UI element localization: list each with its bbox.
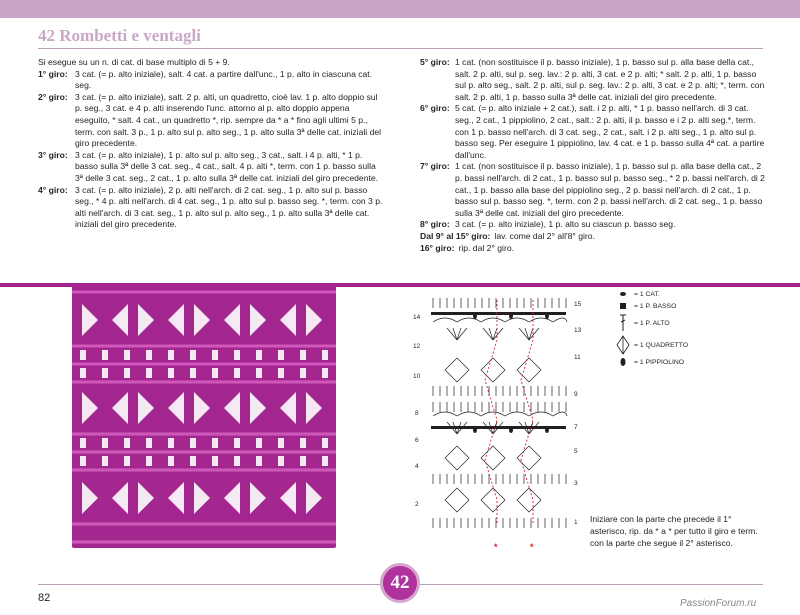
dc-row-15 [433, 298, 566, 308]
step-7 [420, 161, 765, 219]
row-number-left: 14 [413, 314, 421, 321]
row-number-right: 13 [574, 327, 582, 334]
step-label: 6° giro: [420, 103, 450, 114]
legend-label: = 1 P. ALTO [634, 319, 670, 327]
step-text: 5 cat. (= p. alto iniziale + 2 cat.), salt. i 2 p. alti, * 1 p. basso nell'arch. di 3 cat. seg., 2 cat., 1 pippiolino, 2 cat., salt.: 2 p. alti, il p. basso e i 2 p. alti seg.*, term. con 1 p. basso nell'arch. di 3 cat. seg., 2 cat., salt. i 2 p. alti seg., 1 p. alto sul p. basso seg. Per eseguire 1 pippiolino, lav. 4 cat. e 1 p. basso sulla 4ª cat. a partire dall'unc. [455, 103, 765, 160]
legend-label: = 1 CAT. [634, 290, 660, 298]
step-text: rip. dal 2° giro. [458, 242, 514, 253]
row-number-left: 4 [415, 463, 419, 470]
row-number-right: 1 [574, 519, 578, 526]
crochet-chart [413, 292, 593, 552]
row-number-right: 5 [574, 448, 578, 455]
step-6 [420, 103, 765, 161]
row-number-right: 15 [574, 301, 582, 308]
step-text: 3 cat. (= p. alto iniziale), 1 p. alto su ciascun p. basso seg. [455, 219, 676, 230]
watermark: PassionForum.ru [680, 598, 757, 609]
legend-item [612, 334, 782, 356]
legend-label: = 1 PIPPIOLINO [634, 358, 685, 366]
legend-label: = 1 P. BASSO [634, 302, 677, 310]
step-label: Dal 9° al 15° giro: [420, 230, 491, 241]
legend-item [612, 356, 782, 368]
step-text: 3 cat. (= p. alto iniziale), 1 p. alto sul p. alto seg., 3 cat., salt. i 4 p. alti, * 1 p. basso sulla 3ª delle 3 cat. seg., 4 cat., salt. 4 p. alti *, term. con 1 p. basso sulla 3ª delle 3 cat. seg., 2 cat., 1 p. alto sulla 3ª delle cat. iniziali del giro precedente. [75, 149, 379, 183]
step-label: 1° giro: [38, 68, 68, 79]
legend-item [612, 288, 782, 300]
step-label: 16° giro: [420, 242, 455, 253]
row-number-left: 8 [415, 410, 419, 417]
repeat-note: Iniziare con la parte che precede il 1° asterisco, rip. da * a * per tutto il giro e term. con la parte che segue il 2° asterisco. [590, 514, 758, 548]
legend-item [612, 300, 782, 312]
row-number-right: 11 [574, 354, 581, 361]
row-number-left: 2 [415, 501, 419, 508]
step-label: 7° giro: [420, 161, 450, 172]
chain-icon [612, 291, 634, 297]
step-text: 3 cat. (= p. alto iniziale), 2 p. alti nell'arch. di 2 cat. seg., 1 p. alto sul p. basso seg., * 4 p. alti nell'arch. di 4 cat. seg., 1 p. alto sul p. basso seg. *, term. con 3 p. alti nell'arch. di 3 cat. seg., 1 p. alto sul p. alto seg., 1 p. alto sulla 3ª delle cat. iniziali del giro precedente. [75, 184, 383, 230]
legend-item [612, 312, 782, 334]
crochet-swatch-photo [72, 284, 336, 548]
step-label: 4° giro: [38, 184, 68, 195]
step-label: 2° giro: [38, 91, 68, 102]
instructions-left [38, 57, 384, 231]
step-2 [38, 92, 384, 150]
row-number-left: 10 [413, 373, 421, 380]
intro-text: Si esegue su un n. di cat. di base multiplo di 5 + 9. [38, 57, 230, 67]
step-text: 1 cat. (non sostituisce il p. basso iniziale), 1 p. basso sul p. alla base della cat., 2 p. bassi nell'arch. di 2 cat., 1 p. basso sul p. basso seg., * 2 p. bassi nell'arch. di 2 cat., 1 p. basso alla base del pippiolino seg., 2 p. bassi nell'arch. di 2 cat., 1 p. basso sul p. basso seg. *, term. con 2 p. bassi nell'arch. di 2 cat. seg., 1 p. basso sulla 3ª delle cat. iniziali del giro precedente. [455, 161, 765, 218]
pattern-number-badge: 42 [380, 563, 420, 603]
step-label: 8° giro: [420, 219, 450, 230]
asterisk-marker: * [530, 542, 534, 552]
double-crochet-icon [612, 313, 634, 333]
step-9-15 [420, 231, 765, 243]
row-number-left: 6 [415, 437, 419, 444]
row-number-right: 7 [574, 424, 578, 431]
single-crochet-icon [612, 302, 634, 310]
picot-icon [612, 357, 634, 367]
step-text: 3 cat. (= p. alto iniziale), salt. 2 p. alti, un quadretto, cioè lav. 1 p. alto doppio sul p. seg., 3 cat. e 4 p. alti inserendo l'unc. attorno al p. alto doppio appena eseguito, * salt. 4 cat., un quadretto *, rip. sempre da * a * fino agli ultimi 5 p., term. con salt. 3 p., 1 p. alto sul p. alto seg., 1 p. alto sulla 3ª delle cat. iniziali del giro precedente. [75, 91, 382, 149]
legend-label: = 1 QUADRETTO [634, 341, 689, 349]
step-5 [420, 57, 765, 103]
step-8 [420, 219, 765, 231]
step-text: 1 cat. (non sostituisce il p. basso iniziale), 1 p. basso sul p. alla base della cat., salt. 2 p. alti, sul p. seg. lav.: 2 p. alti, 3 cat. e 2 p. alti; * salt. 2 p. alti, 1 p. basso sul p. alto seg., salt. 2 p. alti, sul p. seg. lav.: 2 p. alti, 3 cat. e 2 p. alti; *, term. con salt. 2 p. alti, 1 p. basso sulla 3ª delle cat. iniziali del giro precedente. [455, 57, 765, 102]
step-1 [38, 69, 384, 92]
instructions-right [420, 57, 765, 254]
row-number-right: 3 [574, 480, 578, 487]
step-3 [38, 150, 384, 185]
page-number: 82 [38, 592, 51, 604]
chart-legend [612, 288, 782, 368]
step-label: 3° giro: [38, 149, 68, 160]
row-number-right: 9 [574, 391, 578, 398]
top-band [0, 0, 800, 18]
step-16 [420, 243, 765, 255]
step-text: lav. come dal 2° all'8° giro. [494, 230, 595, 241]
step-4 [38, 185, 384, 231]
step-text: 3 cat. (= p. alto iniziale), salt. 4 cat. a partire dall'unc., 1 p. alto in ciascuna cat. seg. [75, 68, 373, 91]
step-label: 5° giro: [420, 57, 450, 67]
page-title: 42 Rombetti e ventagli [38, 26, 201, 45]
title-rule [38, 48, 763, 49]
row-number-left: 12 [413, 343, 421, 350]
asterisk-marker: * [494, 542, 498, 552]
diamond-cluster-icon [612, 335, 634, 355]
